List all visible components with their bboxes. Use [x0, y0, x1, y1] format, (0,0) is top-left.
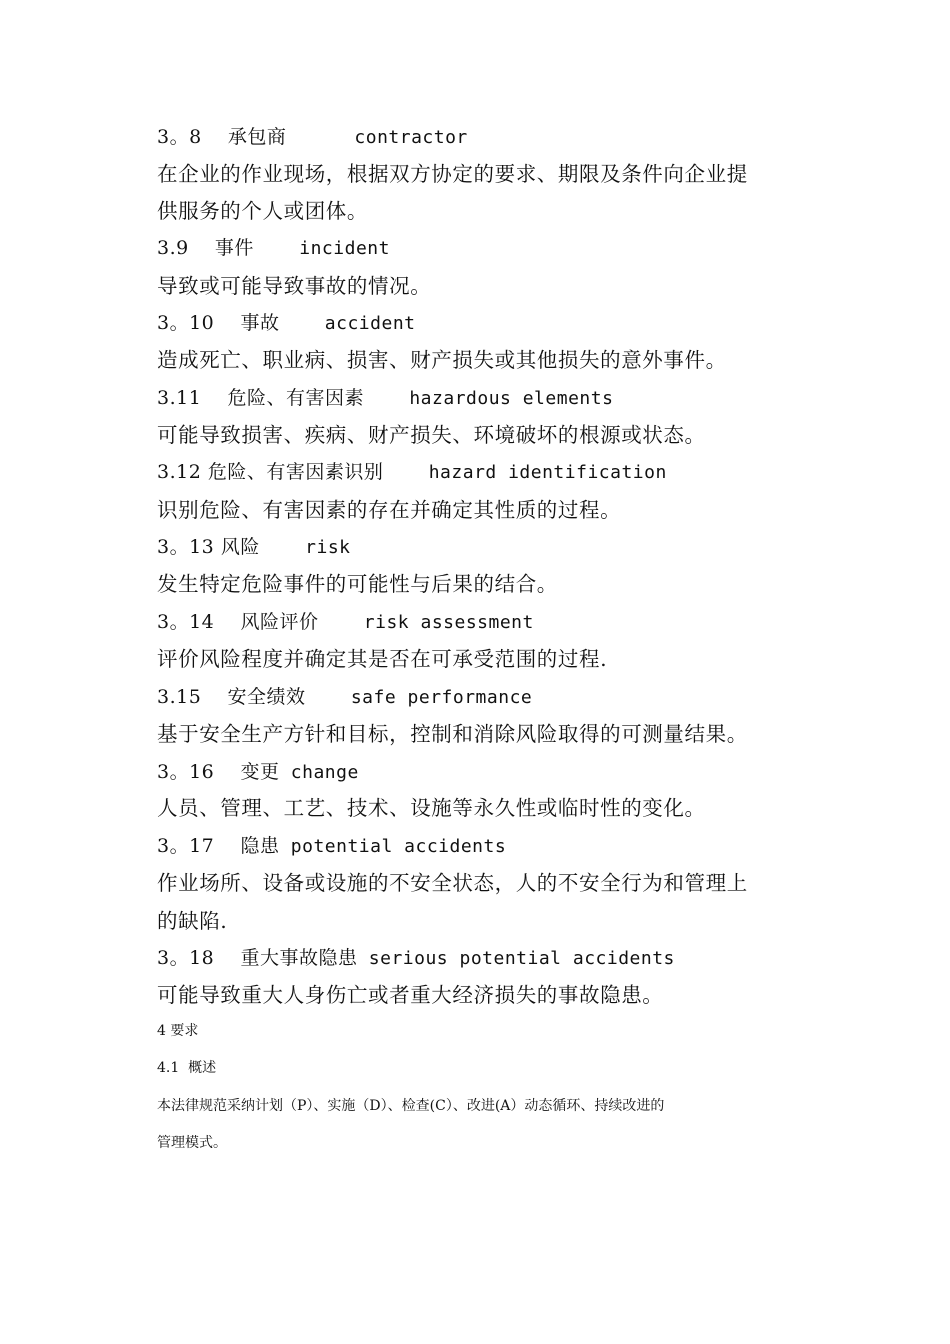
term-heading-3-14: [157, 613, 534, 632]
term-number: 3。14: [157, 611, 215, 633]
term-english: safe performance: [305, 687, 533, 708]
term-definition: 发生特定危险事件的可能性与后果的结合。: [157, 572, 558, 596]
term-chinese: 危险、有害因素识别: [207, 461, 384, 483]
term-chinese: 重大事故隐患: [240, 947, 358, 969]
term-heading-3-10: [157, 314, 416, 333]
term-english: serious potential accidents: [357, 948, 675, 969]
term-heading-3-15: [157, 688, 532, 707]
term-heading-3-17: [157, 837, 506, 856]
term-number: 3.9: [157, 237, 189, 259]
term-heading-3-12: [157, 463, 667, 482]
term-chinese: 安全绩效: [227, 686, 306, 708]
term-heading-3-13: [157, 538, 351, 557]
term-chinese: 承包商: [227, 126, 287, 148]
term-number: 3。16: [157, 761, 215, 783]
term-definition: 在企业的作业现场，根据双方协定的要求、期限及条件向企业提: [157, 162, 748, 186]
section-paragraph: 本法律规范采纳计划（P）、实施（D）、检查(C）、改进(A）动态循环、持续改进的: [157, 1098, 665, 1114]
term-english: hazardous elements: [364, 388, 614, 409]
term-heading-3-9: [157, 239, 390, 258]
term-number: 3.15: [157, 686, 202, 708]
section-heading: 4 要求: [157, 1023, 199, 1039]
term-definition: 可能导致损害、疾病、财产损失、环境破坏的根源或状态。: [157, 423, 706, 447]
term-definition: 作业场所、设备或设施的不安全状态，人的不安全行为和管理上: [157, 871, 748, 895]
term-definition: 造成死亡、职业病、损害、财产损失或其他损失的意外事件。: [157, 348, 727, 372]
term-chinese: 风险: [220, 536, 260, 558]
term-number: 3.11: [157, 387, 202, 409]
term-number: 3。10: [157, 312, 215, 334]
term-definition: 基于安全生产方针和目标，控制和消除风险取得的可测量结果。: [157, 722, 748, 746]
term-english: risk: [259, 537, 351, 558]
term-definition: 评价风险程度并确定其是否在可承受范围的过程.: [157, 647, 608, 671]
term-english: change: [279, 762, 359, 783]
term-number: 3。13: [157, 536, 215, 558]
term-chinese: 危险、有害因素: [227, 387, 364, 409]
term-chinese: 事件: [214, 237, 254, 259]
term-chinese: 风险评价: [240, 611, 319, 633]
term-number: 3。18: [157, 947, 215, 969]
term-number: 3。8: [157, 126, 202, 148]
term-definition: 人员、管理、工艺、技术、设施等永久性或临时性的变化。: [157, 796, 706, 820]
term-number: 3。17: [157, 835, 215, 857]
term-english: risk assessment: [318, 612, 534, 633]
term-definition: 识别危险、有害因素的存在并确定其性质的过程。: [157, 498, 622, 522]
term-heading-3-18: [157, 949, 675, 968]
term-definition: 可能导致重大人身伤亡或者重大经济损失的事故隐患。: [157, 983, 664, 1007]
section-paragraph: 管理模式。: [157, 1135, 227, 1151]
subsection-heading: 4.1 概述: [157, 1060, 217, 1076]
term-number: 3.12: [157, 461, 202, 483]
term-chinese: 事故: [240, 312, 280, 334]
term-heading-3-11: [157, 389, 613, 408]
term-definition: 导致或可能导致事故的情况。: [157, 274, 432, 298]
term-english: accident: [279, 313, 416, 334]
term-english: potential accidents: [279, 836, 507, 857]
term-english: incident: [253, 238, 390, 259]
term-chinese: 变更: [240, 761, 280, 783]
term-chinese: 隐患: [240, 835, 280, 857]
term-heading-3-8: [157, 128, 468, 147]
term-english: contractor: [286, 127, 468, 148]
term-definition: 供服务的个人或团体。: [157, 199, 368, 223]
term-definition: 的缺陷.: [157, 909, 228, 933]
term-heading-3-16: [157, 763, 359, 782]
term-english: hazard identification: [383, 462, 667, 483]
